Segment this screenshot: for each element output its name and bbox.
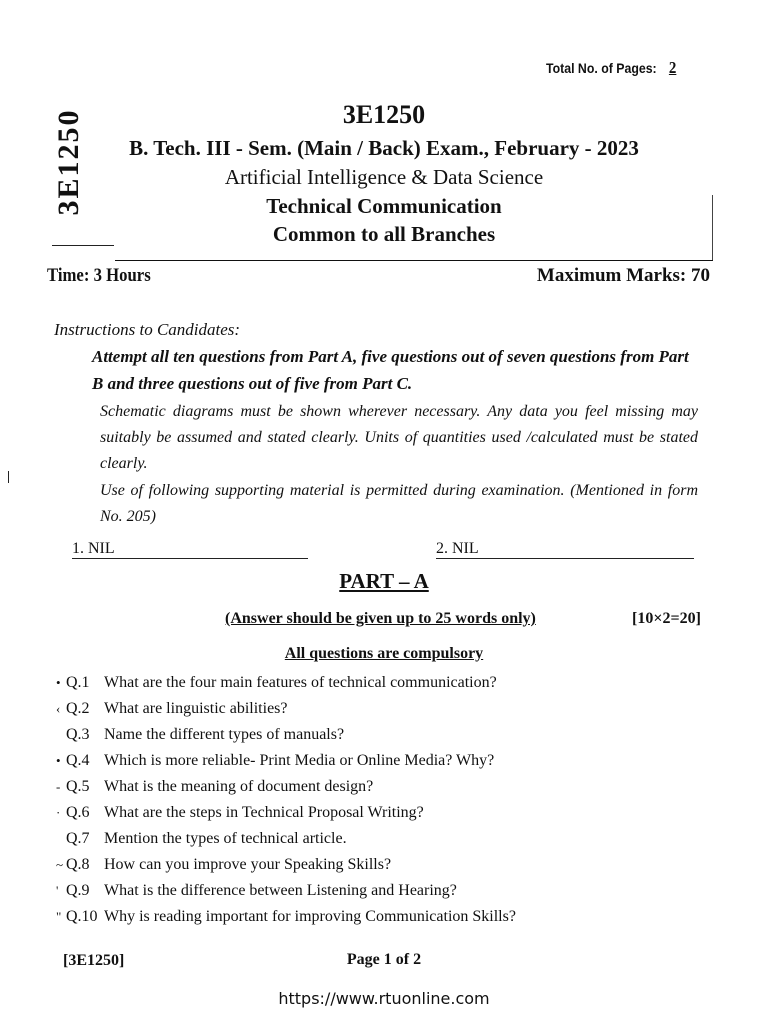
footer-paper-code: [3E1250] xyxy=(63,952,125,969)
instructions-title: Instructions to Candidates: xyxy=(54,320,241,339)
material-2 xyxy=(436,540,694,559)
branch-line: Artificial Intelligence & Data Science xyxy=(224,165,544,189)
question-number: Q.5 xyxy=(66,778,90,795)
material-instruction: Use of following supporting material is permitted during examination. (Mentioned in form No. 205) xyxy=(100,482,698,525)
page-number: Page 1 of 2 xyxy=(346,951,422,968)
answer-note: (Answer should be given up to 25 words only) xyxy=(225,610,536,627)
question-number: Q.6 xyxy=(66,804,90,821)
material-2-text: 2. NIL xyxy=(436,540,694,559)
question-item: ~ Q.8 How can you improve your Speaking Skills? xyxy=(66,852,716,878)
question-item xyxy=(66,826,716,852)
total-pages-label: Total No. of Pages: xyxy=(546,60,657,76)
part-a-title-text: PART – A xyxy=(339,569,429,593)
attempt-instruction: Attempt all ten questions from Part A, five questions out of seven questions from Part B and three questions out of five from Part C. xyxy=(92,347,689,393)
question-text: Mention the types of technical article. xyxy=(104,830,347,847)
question-item: ‹ Q.2 What are linguistic abilities? xyxy=(66,696,716,722)
question-number: Q.7 xyxy=(66,830,90,847)
question-number: Q.2 xyxy=(66,700,90,717)
part-a-marks: [10×2=20] xyxy=(632,610,701,627)
question-item: " Q.10 Why is reading important for improving Communication Skills? xyxy=(66,904,716,930)
question-number: Q.10 xyxy=(66,908,98,925)
question-item xyxy=(66,722,716,748)
question-number: Q.4 xyxy=(66,752,90,769)
question-number: Q.9 xyxy=(66,882,90,899)
question-text: What are the steps in Technical Proposal Writing? xyxy=(104,804,424,821)
question-item: • Q.1 What are the four main features of technical communication? xyxy=(66,670,716,696)
source-url: https://www.rtuonline.com xyxy=(278,989,490,1008)
question-text: Which is more reliable- Print Media or Online Media? Why? xyxy=(104,752,495,769)
side-code-text: 3E1250 xyxy=(52,108,85,216)
compulsory-note: All questions are compulsory xyxy=(284,645,484,662)
paper-code: 3E1250 xyxy=(342,100,426,129)
question-text: What is the meaning of document design? xyxy=(104,778,374,795)
subject-line: Technical Communication xyxy=(266,194,502,218)
margin-mark xyxy=(8,471,9,483)
part-a-title xyxy=(0,569,768,594)
question-text: What is the difference between Listening and Hearing? xyxy=(104,882,457,899)
maximum-marks: Maximum Marks: 70 xyxy=(536,265,710,286)
question-text: What are the four main features of technical communication? xyxy=(104,674,497,691)
time-allowed: Time: 3 Hours xyxy=(47,265,151,286)
right-edge-rule xyxy=(712,195,713,260)
question-text: What are linguistic abilities? xyxy=(104,700,288,717)
question-item: • Q.4 Which is more reliable- Print Media or Online Media? Why? xyxy=(66,748,716,774)
question-item: - Q.5 What is the meaning of document design? xyxy=(66,774,716,800)
question-number: Q.1 xyxy=(66,674,90,691)
header-rule xyxy=(115,260,713,261)
material-1-text: 1. NIL xyxy=(72,540,308,559)
schematic-instruction: Schematic diagrams must be shown wherever necessary. Any data you feel missing may suitably be assumed and stated clearly. Units of quantities used /calculated must be stated clearly. xyxy=(100,403,698,472)
total-pages-value: 2 xyxy=(668,58,677,77)
common-line: Common to all Branches xyxy=(272,222,496,246)
question-item: · Q.6 What are the steps in Technical Proposal Writing? xyxy=(66,800,716,826)
question-number: Q.8 xyxy=(66,856,90,873)
exam-line: B. Tech. III - Sem. (Main / Back) Exam., February - 2023 xyxy=(129,136,639,160)
question-text: How can you improve your Speaking Skills? xyxy=(104,856,392,873)
total-pages xyxy=(546,58,676,78)
question-list xyxy=(56,670,716,930)
question-item: ' Q.9 What is the difference between Listening and Hearing? xyxy=(66,878,716,904)
question-number: Q.3 xyxy=(66,726,90,743)
material-1 xyxy=(72,540,308,559)
question-text: Why is reading important for improving Communication Skills? xyxy=(104,908,516,925)
question-text: Name the different types of manuals? xyxy=(104,726,345,743)
